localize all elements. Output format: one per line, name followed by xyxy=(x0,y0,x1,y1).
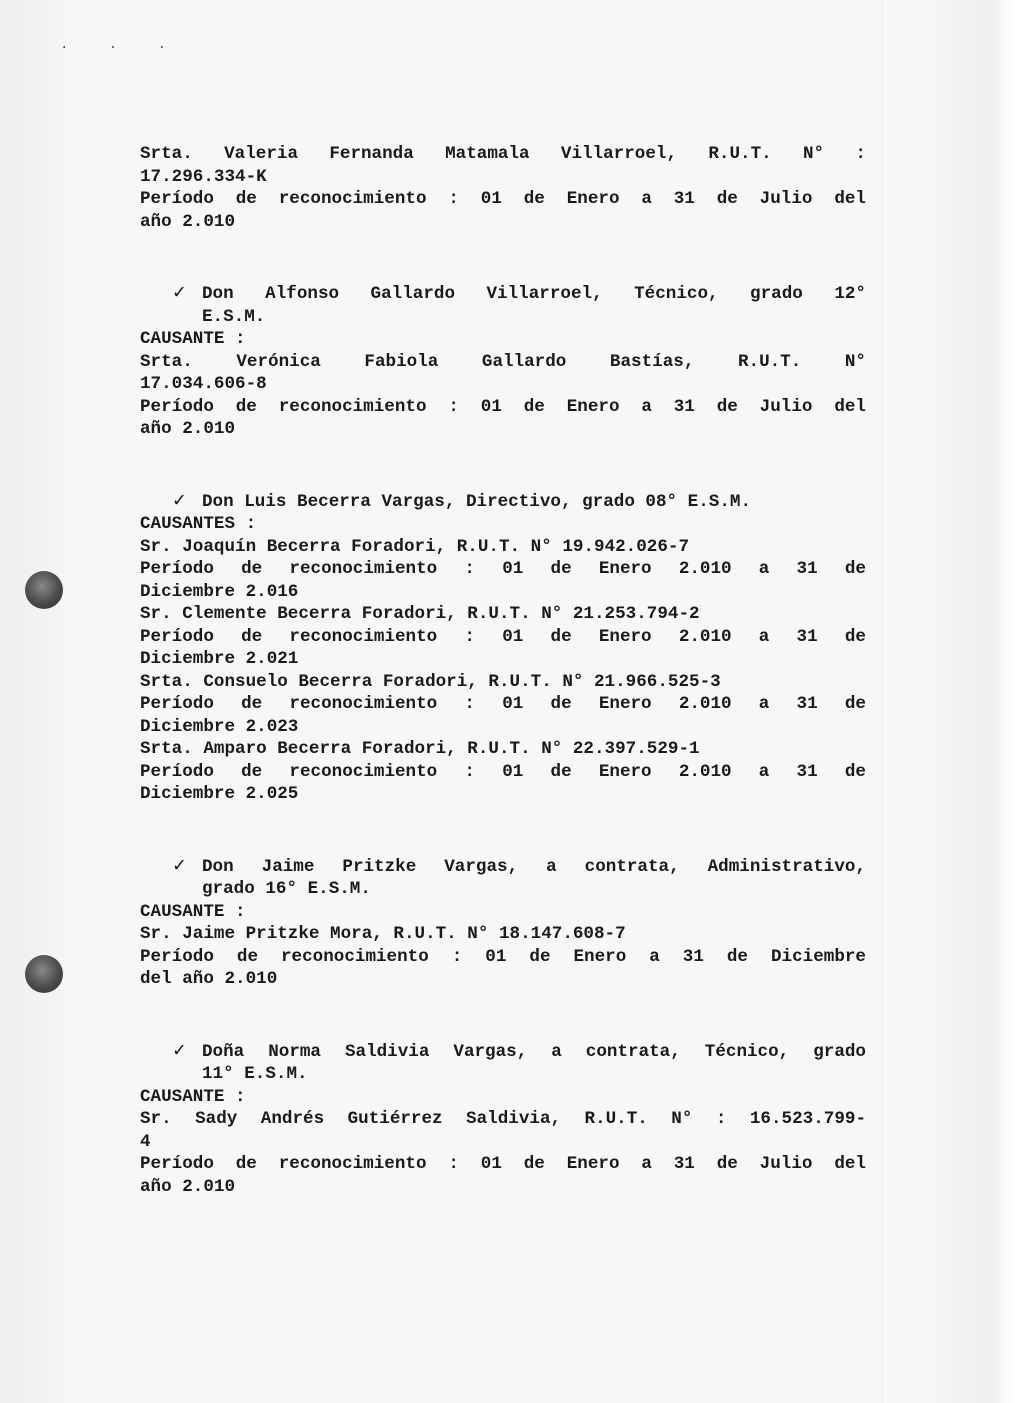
employee-line xyxy=(140,490,866,514)
spacer xyxy=(140,806,866,855)
employee-line xyxy=(140,855,866,879)
employee-line xyxy=(140,1040,866,1064)
text-line: año 2.010 xyxy=(140,1176,236,1197)
spacer xyxy=(140,991,866,1040)
scan-specks: · · · xyxy=(60,40,183,56)
text-line: Diciembre 2.025 xyxy=(140,784,299,804)
employee-line-continued: E.S.M. xyxy=(202,306,266,327)
causante-heading: CAUSANTE : xyxy=(140,329,246,349)
causante-heading: CAUSANTES : xyxy=(140,514,257,534)
text-line: Sr. Jaime Pritzke Mora, R.U.T. N° 18.147.608-7 xyxy=(140,924,626,944)
text-line: Diciembre 2.016 xyxy=(140,581,299,602)
checkmark-icon: ✓ xyxy=(172,283,187,303)
text-line: Diciembre 2.023 xyxy=(140,716,299,737)
text-line: Período de reconocimiento : 01 de Enero a 31 de Julio del xyxy=(140,396,866,417)
text-line: Período de reconocimiento : 01 de Enero a 31 de Julio del xyxy=(140,189,866,209)
text-line: año 2.010 xyxy=(140,211,236,232)
punch-hole-bottom xyxy=(25,955,63,993)
page-fold-line xyxy=(882,0,883,1403)
text-line: Período de reconocimiento : 01 de Enero a 31 de Diciembre xyxy=(140,946,866,967)
text-line: Srta. Consuelo Becerra Foradori, R.U.T. N° 21.966.525-3 xyxy=(140,671,721,692)
text-line: Período de reconocimiento : 01 de Enero a 31 de Julio del xyxy=(140,1154,866,1174)
text-line: Sr. Joaquín Becerra Foradori, R.U.T. N° 19.942.026-7 xyxy=(140,536,690,557)
text-line: Período de reconocimiento : 01 de Enero 2.010 a 31 de xyxy=(140,626,866,647)
document-body xyxy=(140,143,866,1198)
text-line: del año 2.010 xyxy=(140,969,278,989)
checkmark-icon: ✓ xyxy=(172,1040,187,1061)
entry-block-4 xyxy=(140,855,866,991)
employee-line xyxy=(140,282,866,306)
employee-text: Don Jaime Pritzke Vargas, a contrata, Administrativo, xyxy=(202,856,866,877)
employee-line-continued: grado 16° E.S.M. xyxy=(202,879,371,899)
entry-block-1 xyxy=(140,143,866,233)
text-line: Período de reconocimiento : 01 de Enero 2.010 a 31 de xyxy=(140,761,866,782)
text-line: Sr. Clemente Becerra Foradori, R.U.T. N° 21.253.794-2 xyxy=(140,604,700,624)
entry-block-3 xyxy=(140,490,866,806)
entry-block-2 xyxy=(140,282,866,441)
employee-line-continued: 11° E.S.M. xyxy=(202,1064,308,1084)
spacer xyxy=(140,233,866,282)
page-right-edge xyxy=(992,0,1018,1403)
checkmark-icon: ✓ xyxy=(172,855,187,876)
text-line: 4 xyxy=(140,1131,151,1152)
text-line: año 2.010 xyxy=(140,419,236,439)
employee-text: Don Alfonso Gallardo Villarroel, Técnico, grado 12° xyxy=(202,284,866,304)
text-line: Diciembre 2.021 xyxy=(140,649,299,669)
text-line: Período de reconocimiento : 01 de Enero 2.010 a 31 de xyxy=(140,559,866,579)
text-line: 17.034.606-8 xyxy=(140,374,267,394)
employee-text: Doña Norma Saldivia Vargas, a contrata, Técnico, grado xyxy=(202,1041,866,1062)
checkmark-icon: ✓ xyxy=(172,490,187,511)
causante-heading: CAUSANTE : xyxy=(140,901,246,922)
text-line: Srta. Verónica Fabiola Gallardo Bastías, R.U.T. N° xyxy=(140,351,866,372)
employee-text: Don Luis Becerra Vargas, Directivo, grado 08° E.S.M. xyxy=(202,491,752,512)
spacer xyxy=(140,441,866,490)
punch-hole-top xyxy=(25,571,63,609)
entry-block-5 xyxy=(140,1040,866,1199)
text-line: 17.296.334-K xyxy=(140,166,267,187)
text-line: Sr. Sady Andrés Gutiérrez Saldivia, R.U.T. N° : 16.523.799- xyxy=(140,1109,866,1129)
text-line: Srta. Valeria Fernanda Matamala Villarroel, R.U.T. N° : xyxy=(140,144,866,164)
text-line: Período de reconocimiento : 01 de Enero 2.010 a 31 de xyxy=(140,694,866,714)
causante-heading: CAUSANTE : xyxy=(140,1086,246,1107)
text-line: Srta. Amparo Becerra Foradori, R.U.T. N° 22.397.529-1 xyxy=(140,739,700,759)
